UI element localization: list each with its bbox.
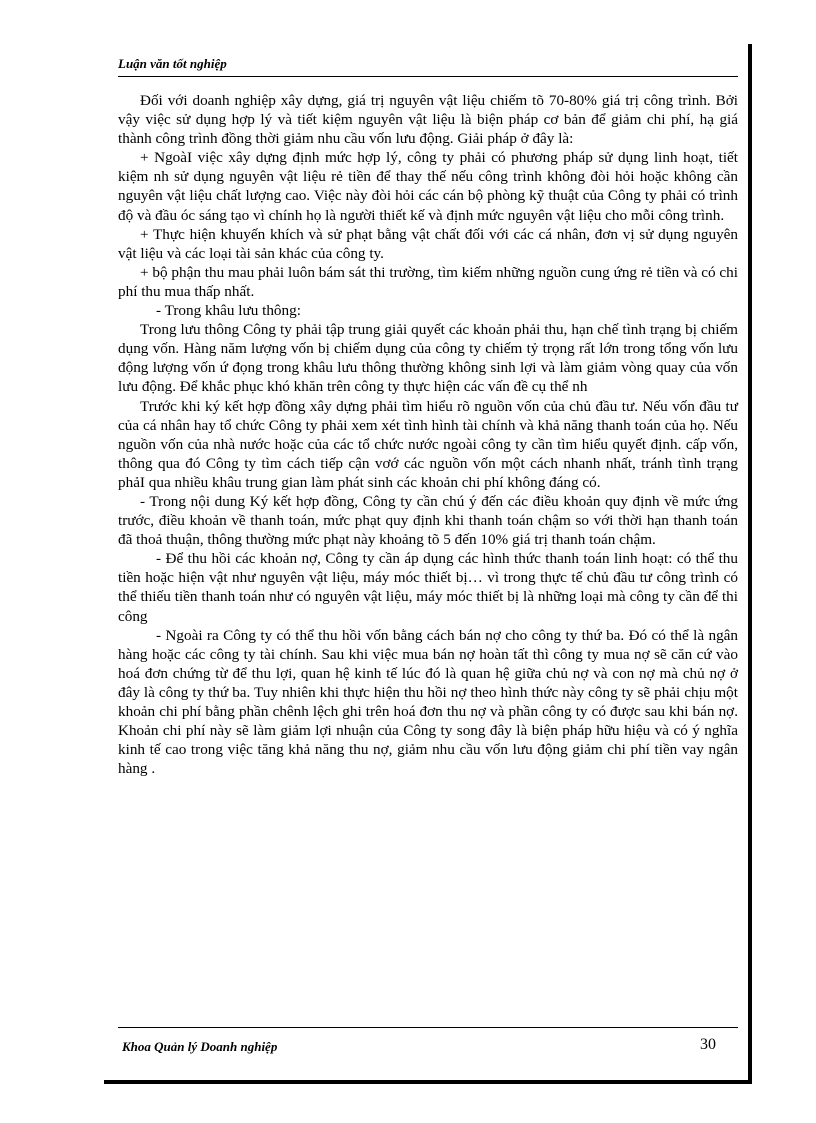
paragraph: + NgoàI việc xây dựng định mức hợp lý, công ty phải có phương pháp sử dụng linh hoạt, tiết kiệm nh sử dụng nguyên vật liệu rẻ tiền để thay thế nếu công trình không đòi hỏi hoặc không cần nguyên vật liệu chất lượng cao. Việc này đòi hỏi các cán bộ phòng kỹ thuật của Công ty phải có trình độ và đầu óc sáng tạo vì chính họ là người thiết kế và định mức nguyên vật liệu cho mỗi công trình. [118, 149, 738, 224]
paragraph: Trước khi ký kết hợp đồng xây dựng phải tìm hiểu rõ nguồn vốn của chủ đầu tư. Nếu vốn đầu tư của cá nhân hay tổ chức Công ty phải xem xét tình hình tài chính và khả năng thanh toán của họ. Nếu nguồn vốn của nhà nước hoặc của các tổ chức nước ngoài công ty cần tìm hiểu quyết định. cấp vốn, thông qua đó Công ty tìm cách tiếp cận vơớ các nguồn vốn một cách nhanh nhất, tránh tình trạng phảI qua nhiều khâu trung gian làm phát sinh các khoản chi phí không đáng có. [118, 397, 738, 491]
paragraph: Đối với doanh nghiệp xây dựng, giá trị nguyên vật liệu chiếm tõ 70-80% giá trị công trình. Bởi vậy việc sử dụng hợp lý và tiết kiệm nguyên vật liệu là biện pháp cơ bản để giảm chi phí, hạ giá thành công trình đồng thời giảm nhu cầu vốn lưu động. Giải pháp ở đây là: [118, 92, 738, 148]
document-body [118, 91, 738, 778]
paragraph: - Để thu hồi các khoản nợ, Công ty cần áp dụng các hình thức thanh toán linh hoạt: có thể thu tiền hoặc hiện vật như nguyên vật liệu, máy móc thiết bị… vì trong thực tế chủ đầu tư công trình có thể thiếu tiền thanh toán như có nguyên vật liệu, máy móc thiết bị là những loại mà công ty cần để thi công [118, 550, 738, 625]
paragraph: + bộ phận thu mau phải luôn bám sát thi trường, tìm kiếm những nguồn cung ứng rẻ tiền và có chi phí thu mua thấp nhất. [118, 263, 738, 300]
footer-divider [118, 1027, 738, 1028]
page-header [118, 54, 738, 77]
paragraph: - Trong khâu lưu thông: [156, 302, 301, 320]
paragraph: + Thực hiện khuyến khích và sử phạt bằng vật chất đối với các cá nhân, đơn vị sử dụng nguyên vật liệu và các loại tài sản khác của công ty. [118, 225, 738, 262]
paragraph: - Trong nội dung Ký kết hợp đồng, Công ty cần chú ý đến các điều khoản quy định về mức ứng trước, điều khoản về thanh toán, mức phạt quy định khi thanh toán chậm so với thời hạn thanh toán đã thoả thuận, thông thường mức phạt này khoảng tõ 5 đến 10% giá trị thanh toán chậm. [118, 492, 738, 549]
header-title: Luận văn tốt nghiệp [118, 56, 227, 71]
paragraph: Trong lưu thông Công ty phải tập trung giải quyết các khoản phải thu, hạn chế tình trạng bị chiếm dụng vốn. Hàng năm lượng vốn bị chiếm dụng của công ty chiếm tỷ trọng rất lớn trong tổng vốn lưu động lượng vốn ứ đọng trong khâu lưu thông thường không sinh lợi và làm giảm vòng quay của vốn lưu động. Để khắc phục khó khăn trên công ty thực hiện các vấn đề cụ thể nh [118, 321, 738, 396]
page-number: 30 [700, 1036, 716, 1053]
footer-faculty: Khoa Quản lý Doanh nghiệp [122, 1039, 278, 1054]
paragraph: - Ngoài ra Công ty có thể thu hồi vốn bằng cách bán nợ cho công ty thứ ba. Đó có thể là ngân hàng hoặc các công ty tài chính. Sau khi việc mua bán nợ hoàn tất thì công ty mua nợ sẽ căn cứ vào hoá đơn chứng từ để thu lợi, quan hệ kinh tế lúc đó là quan hệ giữa chủ nợ và con nợ mà chủ nợ ở đây là công ty thứ ba. Tuy nhiên khi thực hiện thu hồi nợ theo hình thức này công ty sẽ phải chịu một khoản chi phí bằng phần chênh lệch ghi trên hoá đơn thu nợ và phần công ty có được sau khi bán nợ. Khoản chi phí này sẽ làm giảm lợi nhuận của Công ty song đây là biện pháp hữu hiệu và có ý nghĩa kinh tế cao trong việc tăng khả năng thu nợ, giảm nhu cầu vốn lưu động giảm chi phí tiền vay ngân hàng . [118, 626, 738, 778]
